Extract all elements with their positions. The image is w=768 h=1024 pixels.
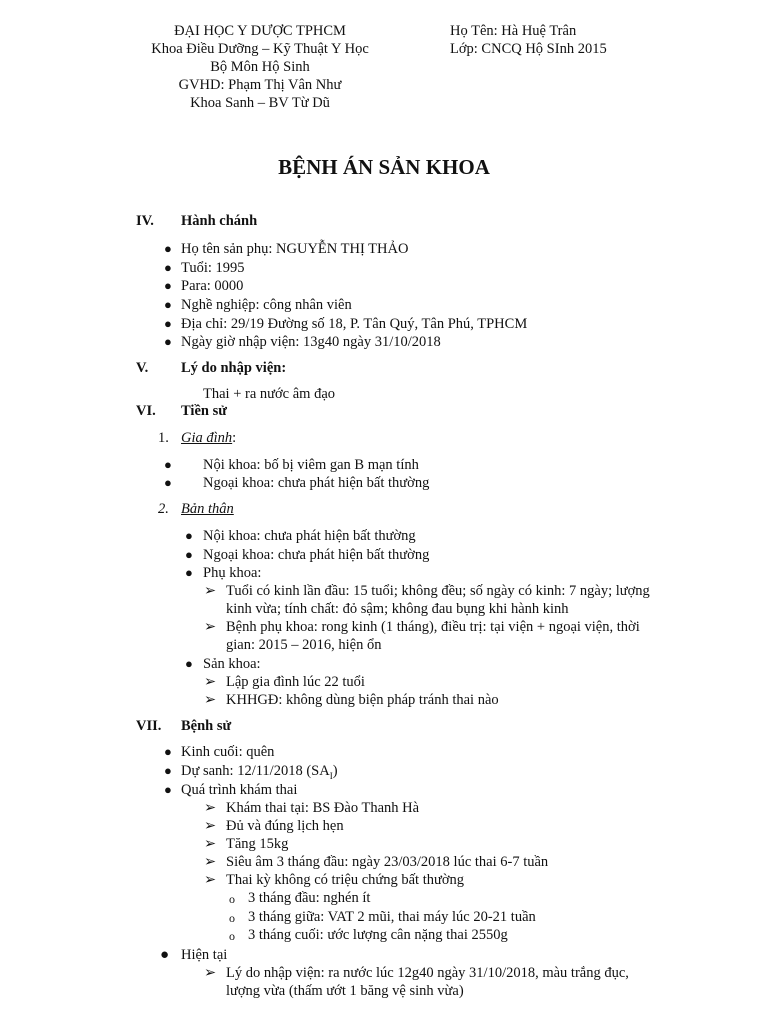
bullet-icon: ● bbox=[164, 260, 172, 275]
list-item-line: Tuổi có kinh lần đầu: 15 tuổi; không đều; số ngày có kinh: 7 ngày; lượng bbox=[226, 583, 650, 599]
header-line: Lớp: CNCQ Hộ SInh 2015 bbox=[450, 41, 607, 57]
bullet-icon: ● bbox=[164, 241, 172, 256]
arrow-bullet-icon: ➢ bbox=[204, 674, 217, 690]
list-item: Địa chỉ: 29/19 Đường số 18, P. Tân Quý, Tân Phú, TPHCM bbox=[181, 316, 528, 332]
list-item: Para: 0000 bbox=[181, 278, 244, 294]
bullet-icon: ● bbox=[185, 656, 193, 671]
arrow-bullet-icon: ➢ bbox=[204, 800, 217, 816]
subsection-colon: : bbox=[232, 430, 237, 446]
list-item: Quá trình khám thai bbox=[181, 782, 298, 798]
bullet-icon: ● bbox=[164, 457, 172, 472]
list-item: Nghề nghiệp: công nhân viên bbox=[181, 297, 352, 313]
due-date-close: ) bbox=[332, 763, 338, 779]
list-item: Nội khoa: bố bị viêm gan B mạn tính bbox=[203, 457, 419, 473]
header-student bbox=[450, 22, 607, 58]
header-line: Họ Tên: Hà Huệ Trân bbox=[450, 23, 577, 39]
list-item: Hiện tại bbox=[181, 947, 228, 963]
list-item: Ngoại khoa: chưa phát hiện bất thường bbox=[203, 547, 430, 563]
list-item-line: 3 tháng đầu: nghén ít bbox=[248, 890, 371, 906]
list-item-line: Lý do nhập viện: ra nước lúc 12g40 ngày 31/10/2018, màu trắng đục, bbox=[226, 965, 629, 981]
list-item-line: 3 tháng giữa: VAT 2 mũi, thai máy lúc 20-21 tuần bbox=[248, 909, 536, 925]
section-number: V. bbox=[136, 360, 149, 376]
bullet-icon: ● bbox=[185, 547, 193, 562]
arrow-bullet-icon: ➢ bbox=[204, 854, 217, 870]
list-item-line: Tăng 15kg bbox=[226, 836, 289, 852]
bullet-icon: ● bbox=[164, 334, 172, 349]
arrow-bullet-icon: ➢ bbox=[204, 692, 217, 708]
section-title: Bệnh sử bbox=[181, 718, 232, 734]
header-line: ĐẠI HỌC Y DƯỢC TPHCM bbox=[174, 23, 346, 39]
subsection-number: 2. bbox=[158, 501, 169, 517]
bullet-icon: ● bbox=[164, 278, 172, 293]
header-line: Khoa Sanh – BV Từ Dũ bbox=[190, 95, 330, 111]
circle-bullet-icon: o bbox=[229, 911, 235, 925]
list-item-line: Khám thai tại: BS Đào Thanh Hà bbox=[226, 800, 420, 816]
bullet-icon: ● bbox=[164, 744, 172, 759]
section-number: VI. bbox=[136, 403, 156, 419]
subsection-title bbox=[181, 429, 236, 447]
list-item-line: lượng vừa (thấm ướt 1 băng vệ sinh vừa) bbox=[226, 983, 464, 999]
arrow-bullet-icon: ➢ bbox=[204, 836, 217, 852]
list-item: Tuổi: 1995 bbox=[181, 260, 245, 276]
due-date-text: Dự sanh: 12/11/2018 (SA bbox=[181, 763, 330, 779]
header-line: GVHD: Phạm Thị Vân Như bbox=[178, 77, 342, 93]
circle-bullet-icon: o bbox=[229, 892, 235, 906]
bullet-icon: ● bbox=[185, 565, 193, 580]
subsection-number: 1. bbox=[158, 430, 169, 446]
list-item: Ngày giờ nhập viện: 13g40 ngày 31/10/2018 bbox=[181, 334, 441, 350]
section-title: Tiền sử bbox=[181, 403, 227, 419]
arrow-bullet-icon: ➢ bbox=[204, 872, 217, 888]
arrow-bullet-icon: ➢ bbox=[204, 583, 217, 599]
list-item: Phụ khoa: bbox=[203, 565, 262, 581]
header-line: Bộ Môn Hộ Sinh bbox=[210, 59, 310, 75]
section-title: Hành chánh bbox=[181, 213, 258, 229]
list-item-line: Đủ và đúng lịch hẹn bbox=[226, 818, 344, 834]
section-title: Lý do nhập viện: bbox=[181, 360, 287, 376]
arrow-bullet-icon: ➢ bbox=[204, 818, 217, 834]
list-item-line: gian: 2015 – 2016, hiện ổn bbox=[226, 637, 382, 653]
arrow-bullet-icon: ➢ bbox=[204, 965, 217, 981]
section-number: VII. bbox=[136, 718, 162, 734]
page-title: BỆNH ÁN SẢN KHOA bbox=[278, 155, 490, 179]
circle-bullet-icon: o bbox=[229, 929, 235, 943]
due-date-subscript: I bbox=[329, 770, 333, 781]
header-line: Khoa Điều Dưỡng – Kỹ Thuật Y Học bbox=[151, 41, 369, 57]
list-item: Nội khoa: chưa phát hiện bất thường bbox=[203, 528, 416, 544]
list-item-line: kinh vừa; tính chất: đỏ sậm; không đau bụng khi hành kinh bbox=[226, 601, 569, 617]
header-institution bbox=[130, 22, 390, 112]
bullet-icon: ● bbox=[164, 297, 172, 312]
list-item: Ngoại khoa: chưa phát hiện bất thường bbox=[203, 475, 430, 491]
bullet-icon: ● bbox=[160, 947, 170, 963]
bullet-icon: ● bbox=[164, 316, 172, 331]
bullet-icon: ● bbox=[164, 782, 172, 797]
bullet-icon: ● bbox=[164, 763, 172, 778]
section-number: IV. bbox=[136, 213, 154, 229]
list-item-line: Siêu âm 3 tháng đầu: ngày 23/03/2018 lúc thai 6-7 tuần bbox=[226, 854, 549, 870]
list-item-line: Thai kỳ không có triệu chứng bất thường bbox=[226, 872, 465, 888]
section-text: Thai + ra nước âm đạo bbox=[203, 386, 336, 402]
list-item: Họ tên sản phụ: NGUYỄN THỊ THẢO bbox=[181, 241, 409, 257]
list-item-line: KHHGĐ: không dùng biện pháp tránh thai nào bbox=[226, 692, 499, 708]
subsection-label: Gia đình bbox=[181, 430, 233, 446]
list-item-line: 3 tháng cuối: ước lượng cân nặng thai 2550g bbox=[248, 927, 508, 943]
list-item: Kinh cuối: quên bbox=[181, 744, 275, 760]
bullet-icon: ● bbox=[185, 528, 193, 543]
bullet-icon: ● bbox=[164, 475, 172, 490]
arrow-bullet-icon: ➢ bbox=[204, 619, 217, 635]
list-item-line: Lập gia đình lúc 22 tuổi bbox=[226, 674, 365, 690]
subsection-title: Bản thân bbox=[181, 501, 234, 517]
list-item: Sản khoa: bbox=[203, 656, 261, 672]
list-item-line: Bệnh phụ khoa: rong kinh (1 tháng), điều trị: tại viện + ngoại viện, thời bbox=[226, 619, 640, 635]
